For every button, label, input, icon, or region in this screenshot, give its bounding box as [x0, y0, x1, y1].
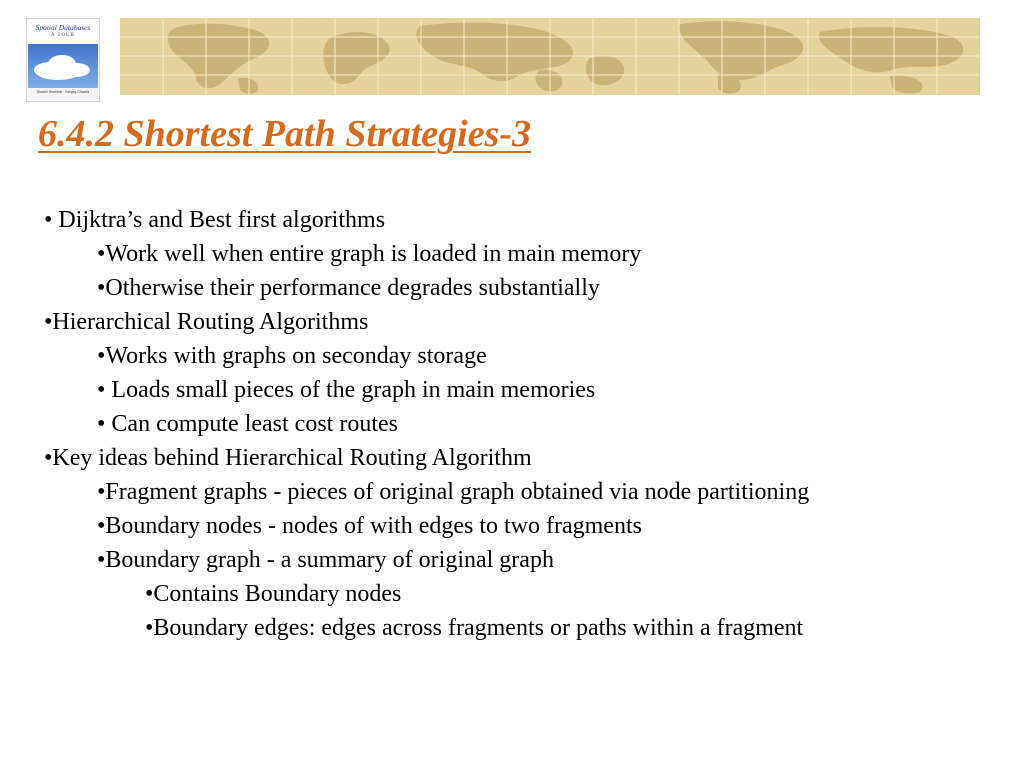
bullet-item: • Dijktra’s and Best first algorithms [44, 207, 386, 233]
bullet-item: •Boundary nodes - nodes of with edges to two fragments [97, 513, 642, 539]
bullet-item: •Work well when entire graph is loaded in main memory [97, 241, 642, 267]
book-title [30, 24, 96, 40]
bullet-item: •Boundary graph - a summary of original graph [97, 547, 554, 573]
world-map-icon [120, 18, 980, 95]
book-title-text: Spatial Databases [35, 23, 91, 32]
bullet-list [44, 203, 1004, 645]
slide-title: 6.4.2 Shortest Path Strategies-3 [38, 113, 531, 155]
bullet-item: •Contains Boundary nodes [145, 581, 402, 607]
book-authors: Shashi Shekhar · Sanjay Chawla [36, 90, 90, 94]
bullet-item: •Otherwise their performance degrades substantially [97, 275, 600, 301]
book-cover-image [26, 18, 100, 102]
book-subtitle: A TOUR [50, 33, 75, 38]
bullet-item: • Can compute least cost routes [97, 411, 398, 437]
bullet-item: •Fragment graphs - pieces of original graph obtained via node partitioning [97, 479, 810, 505]
bullet-item: •Boundary edges: edges across fragments or paths within a fragment [145, 615, 804, 641]
bullet-item: •Works with graphs on seconday storage [97, 343, 487, 369]
bullet-item: • Loads small pieces of the graph in main memories [97, 377, 596, 403]
bullet-item: •Hierarchical Routing Algorithms [44, 309, 369, 335]
bullet-item: •Key ideas behind Hierarchical Routing Algorithm [44, 445, 532, 471]
world-map-banner [120, 18, 980, 95]
